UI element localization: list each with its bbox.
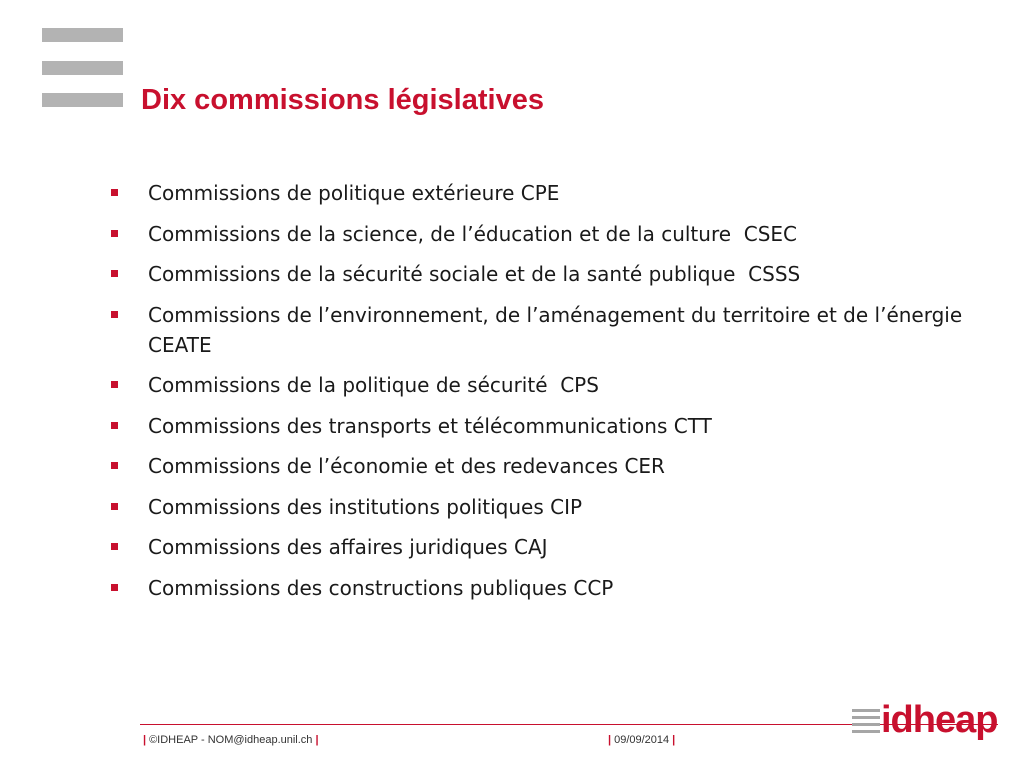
square-bullet-icon: [111, 422, 118, 429]
footer-date: [605, 734, 678, 746]
square-bullet-icon: [111, 584, 118, 591]
menu-bars-icon: [42, 28, 123, 108]
bullet-text: Commissions de l’économie et des redevances CER: [148, 454, 665, 478]
square-bullet-icon: [111, 230, 118, 237]
bullet-text: Commissions de la science, de l’éducation et de la culture CSEC: [148, 221, 798, 246]
footer-separator: |: [143, 734, 147, 746]
bullet-item: [108, 411, 988, 441]
bullet-text: Commissions des transports et télécommunications CTT: [148, 413, 712, 438]
footer-date-text: 09/09/2014: [614, 734, 670, 746]
bullet-text: Commissions de politique extérieure CPE: [148, 181, 560, 205]
bullet-text: Commissions de l’environnement, de l’aménagement du territoire et de l’énergie CEATE: [148, 302, 975, 357]
decor-bar: [42, 61, 123, 75]
bullet-text: Commissions des affaires juridiques CAJ: [148, 535, 548, 559]
bullet-text: Commissions de la politique de sécurité CPS: [148, 373, 599, 397]
bullet-text: Commissions des constructions publiques CCP: [148, 575, 614, 600]
logo-wordmark: idheap: [881, 699, 998, 741]
horizontal-lines-icon: [852, 709, 882, 734]
footer-copyright: [140, 734, 322, 746]
square-bullet-icon: [111, 462, 118, 469]
bullet-item: [108, 370, 988, 400]
bullet-item: [108, 259, 988, 289]
footer-copyright-text: ©IDHEAP - NOM@idheap.unil.ch: [149, 734, 313, 746]
slide-title: Dix commissions législatives: [141, 84, 544, 116]
square-bullet-icon: [111, 189, 118, 196]
bullet-item: [108, 178, 988, 208]
bullet-text: Commissions des institutions politiques CIP: [148, 494, 583, 519]
square-bullet-icon: [111, 311, 118, 318]
square-bullet-icon: [111, 270, 118, 277]
bullet-text: Commissions de la sécurité sociale et de la santé publique CSSS: [148, 262, 801, 286]
square-bullet-icon: [111, 503, 118, 510]
bullet-item: [108, 300, 988, 360]
footer-separator: |: [315, 734, 319, 746]
bullet-item: [108, 492, 988, 522]
bullet-item: [108, 573, 988, 603]
bullet-item: [108, 219, 988, 249]
square-bullet-icon: [111, 381, 118, 388]
idheap-logo: [852, 699, 998, 748]
footer-separator: |: [608, 734, 612, 746]
bullet-item: [108, 451, 988, 481]
square-bullet-icon: [111, 543, 118, 550]
decor-bar: [42, 28, 123, 42]
decor-bar: [42, 93, 123, 107]
footer-separator: |: [672, 734, 676, 746]
bullet-list: [108, 178, 988, 613]
bullet-item: [108, 532, 988, 562]
